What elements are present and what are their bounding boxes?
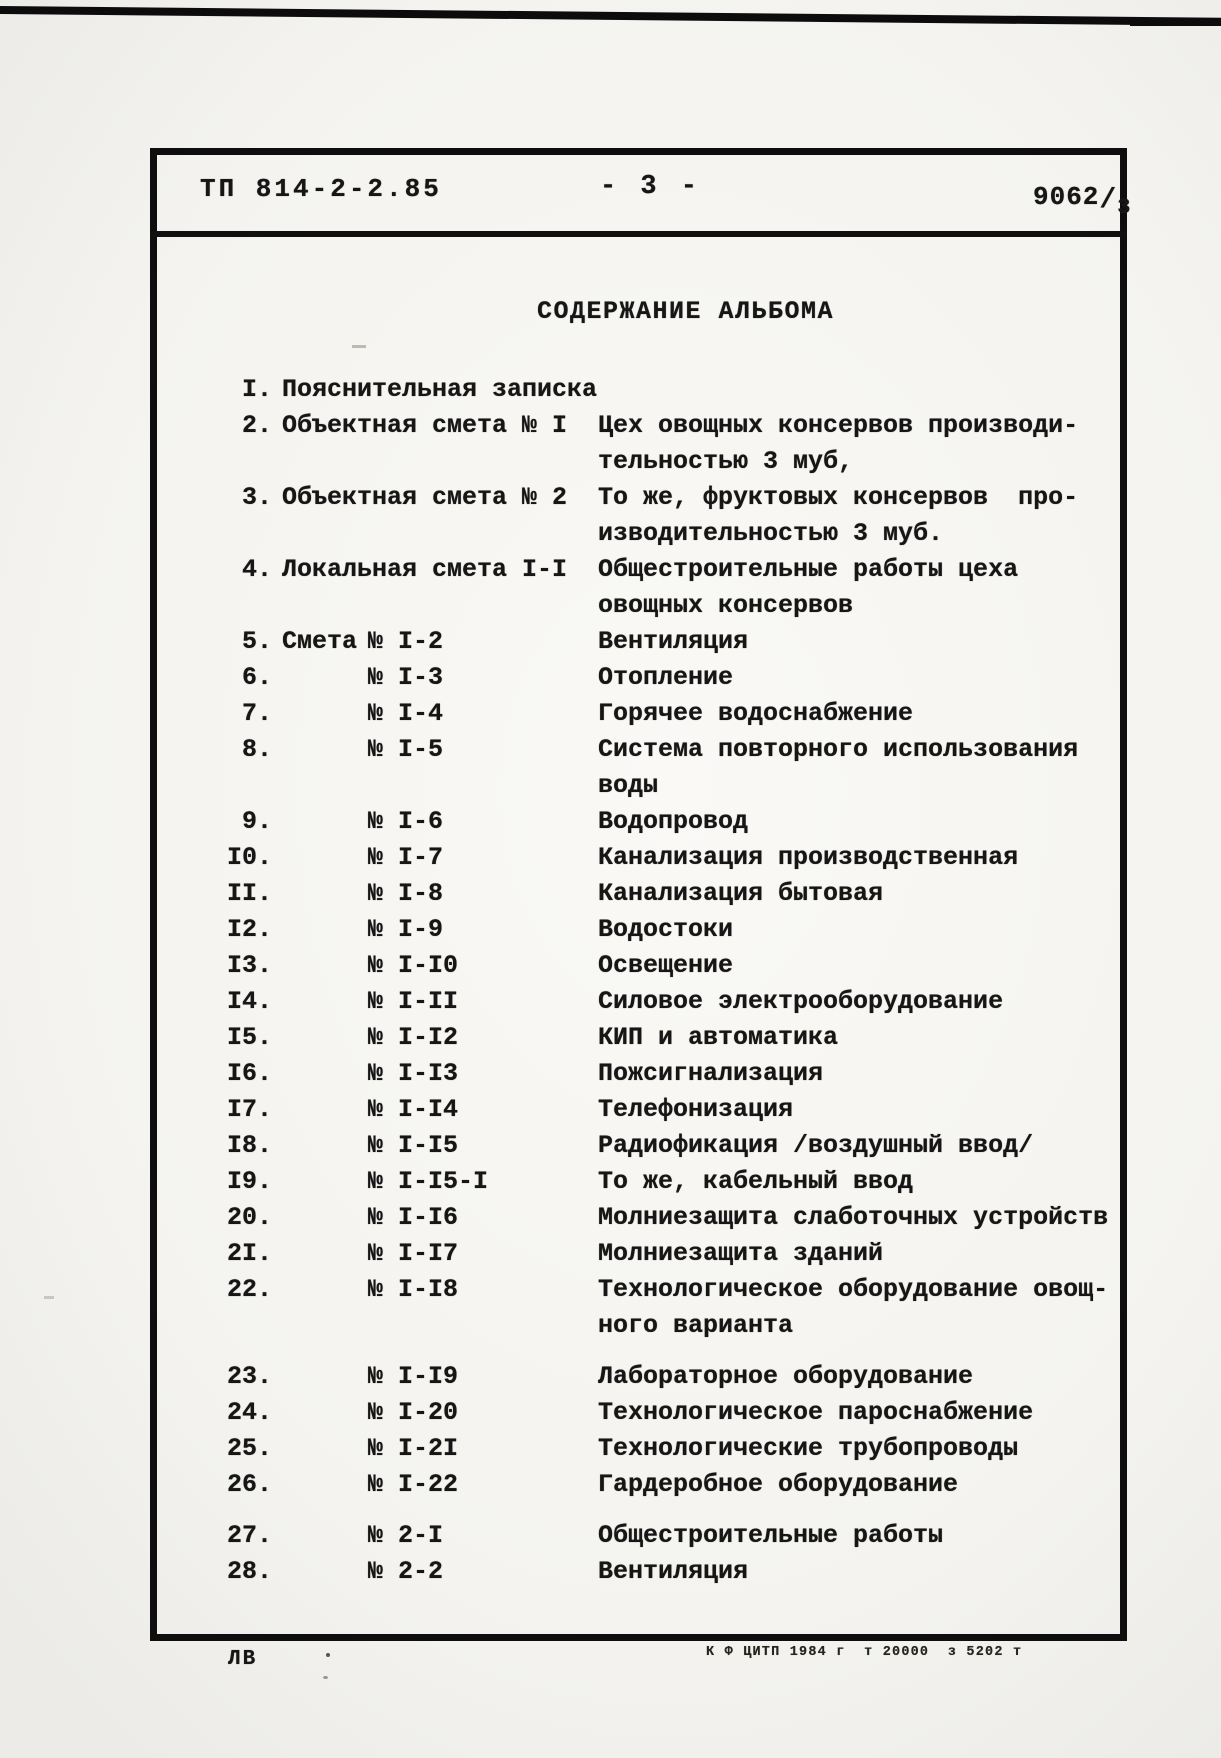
doc-code: ТП 814-2-2.85	[200, 174, 442, 204]
toc-item-description: Молниезащита зданий	[598, 1239, 884, 1268]
toc-item	[0, 1557, 1221, 1591]
toc-item-name: Смета	[282, 627, 358, 656]
toc-item-continuation	[0, 447, 1221, 481]
toc-item-description: Молниезащита слаботочных устройств	[598, 1203, 1109, 1232]
toc-item-description: Вентиляция	[598, 627, 749, 656]
toc-item-number: 5.	[241, 627, 272, 656]
page-title: СОДЕРЖАНИЕ АЛЬБОМА	[537, 297, 835, 326]
toc-item-number: II.	[226, 879, 272, 908]
toc-item	[0, 1095, 1221, 1129]
toc-item	[0, 1434, 1221, 1468]
toc-item-number: 27.	[226, 1521, 272, 1550]
album-number: $9062/_3$	[1033, 182, 1132, 220]
toc-item-description: Пожсигнализация	[598, 1059, 824, 1088]
toc-item	[0, 1239, 1221, 1273]
toc-item	[0, 483, 1221, 517]
toc-item-number: 6.	[241, 663, 272, 692]
toc-item-description: Технологическое пароснабжение	[598, 1398, 1034, 1427]
toc-item-number: I7.	[226, 1095, 272, 1124]
toc-item-smeta-number: № I-5	[368, 735, 444, 764]
toc-item-smeta-number: № I-2	[368, 627, 444, 656]
toc-item	[0, 663, 1221, 697]
toc-item-description: Радиофикация /воздушный ввод/	[598, 1131, 1034, 1160]
toc-item-description: Водостоки	[598, 915, 734, 944]
toc-item-description: воды	[598, 771, 659, 800]
toc-item-number: 8.	[241, 735, 272, 764]
toc-item-number: 2.	[241, 411, 272, 440]
toc-item-continuation	[0, 1311, 1221, 1345]
toc-item	[0, 1398, 1221, 1432]
toc-item-number: I5.	[226, 1023, 272, 1052]
toc-item-description: Технологические трубопроводы	[598, 1434, 1019, 1463]
toc-item	[0, 375, 1221, 409]
toc-item-smeta-number: № I-4	[368, 699, 444, 728]
toc-item-description: Телефонизация	[598, 1095, 794, 1124]
footer-initials: ЛВ	[228, 1648, 258, 1671]
toc-item	[0, 1131, 1221, 1165]
toc-item-number: 24.	[226, 1398, 272, 1427]
toc-item-smeta-number: № I-I0	[368, 951, 459, 980]
album-number-suffix: 3	[1117, 195, 1132, 220]
toc-item-description: тельностью 3 муб,	[598, 447, 854, 476]
scan-speck	[323, 1676, 328, 1679]
toc-item	[0, 951, 1221, 985]
toc-item-description: То же, кабельный ввод	[598, 1167, 914, 1196]
scan-edge-artifact	[0, 6, 1221, 26]
toc-item-smeta-number: № I-8	[368, 879, 444, 908]
toc-item	[0, 735, 1221, 769]
toc-item-continuation	[0, 519, 1221, 553]
toc-item-smeta-number: № 2-2	[368, 1557, 444, 1586]
toc-item-description: Отопление	[598, 663, 734, 692]
toc-item-continuation	[0, 591, 1221, 625]
toc-item-description: овощных консервов	[598, 591, 854, 620]
toc-item-name: Пояснительная записка	[282, 375, 598, 404]
toc-item	[0, 1470, 1221, 1504]
toc-item-smeta-number: № I-6	[368, 807, 444, 836]
toc-item	[0, 699, 1221, 733]
toc-item-description: Система повторного использования	[598, 735, 1079, 764]
toc-item-smeta-number: № I-I3	[368, 1059, 459, 1088]
toc-item-description: КИП и автоматика	[598, 1023, 839, 1052]
toc-item-name: Объектная смета № I	[282, 411, 568, 440]
scan-speck	[326, 1653, 330, 1657]
toc-item	[0, 1521, 1221, 1555]
toc-item-description: Вентиляция	[598, 1557, 749, 1586]
toc-item	[0, 411, 1221, 445]
toc-item-description: Освещение	[598, 951, 734, 980]
toc-item-number: I2.	[226, 915, 272, 944]
toc-item-number: 2I.	[226, 1239, 272, 1268]
scan-edge-artifact	[1130, 20, 1221, 26]
toc-item-description: ного варианта	[598, 1311, 794, 1340]
header-divider-line	[150, 231, 1127, 237]
toc-item-number: 22.	[226, 1275, 272, 1304]
album-number-slash: /	[1099, 185, 1118, 216]
toc-item-description: Технологическое оборудование овощ-	[598, 1275, 1109, 1304]
toc-item-number: 26.	[226, 1470, 272, 1499]
toc-item	[0, 1275, 1221, 1309]
toc-item-smeta-number: № I-7	[368, 843, 444, 872]
toc-item-smeta-number: № I-20	[368, 1398, 459, 1427]
toc-item-number: 7.	[241, 699, 272, 728]
toc-item-name: Локальная смета I-I	[282, 555, 568, 584]
toc-item-smeta-number: № I-I9	[368, 1362, 459, 1391]
toc-item-description: Лабораторное оборудование	[598, 1362, 974, 1391]
toc-item-description: Цех овощных консервов производи-	[598, 411, 1079, 440]
toc-item-description: Гардеробное оборудование	[598, 1470, 959, 1499]
toc-item	[0, 879, 1221, 913]
toc-item-number: I8.	[226, 1131, 272, 1160]
toc-item-smeta-number: № I-22	[368, 1470, 459, 1499]
toc-item	[0, 555, 1221, 589]
toc-item	[0, 915, 1221, 949]
toc-item-number: 9.	[241, 807, 272, 836]
toc-item	[0, 1023, 1221, 1057]
toc-item-smeta-number: № I-I8	[368, 1275, 459, 1304]
toc-item-number: 20.	[226, 1203, 272, 1232]
toc-item-smeta-number: № I-I6	[368, 1203, 459, 1232]
toc-item-number: I9.	[226, 1167, 272, 1196]
toc-item-number: I0.	[226, 843, 272, 872]
toc-item-description: Общестроительные работы цеха	[598, 555, 1019, 584]
toc-item	[0, 807, 1221, 841]
toc-item-number: I.	[241, 375, 272, 404]
toc-item-description: Канализация бытовая	[598, 879, 884, 908]
page-number: - 3 -	[600, 172, 702, 202]
toc-item	[0, 627, 1221, 661]
toc-item-smeta-number: № I-I4	[368, 1095, 459, 1124]
toc-item-description: Горячее водоснабжение	[598, 699, 914, 728]
toc-item	[0, 1167, 1221, 1201]
toc-item-smeta-number: № I-II	[368, 987, 459, 1016]
toc-item-smeta-number: № I-I2	[368, 1023, 459, 1052]
toc-item-name: Объектная смета № 2	[282, 483, 568, 512]
toc-item-number: 25.	[226, 1434, 272, 1463]
toc-item-description: Силовое электрооборудование	[598, 987, 1004, 1016]
toc-item-description: Канализация производственная	[598, 843, 1019, 872]
toc-item	[0, 1059, 1221, 1093]
toc-item-description: То же, фруктовых консервов про-	[598, 483, 1079, 512]
toc-item-smeta-number: № I-3	[368, 663, 444, 692]
toc-item-number: 28.	[226, 1557, 272, 1586]
toc-item-smeta-number: № I-2I	[368, 1434, 459, 1463]
print-info: К Ф ЦИТП 1984 г т 20000 з 5202 т	[706, 1645, 1023, 1660]
toc-item-continuation	[0, 771, 1221, 805]
toc-item-smeta-number: № I-I5-I	[368, 1167, 489, 1196]
toc-item-number: 23.	[226, 1362, 272, 1391]
toc-item-description: Общестроительные работы	[598, 1521, 944, 1550]
toc-item-number: I3.	[226, 951, 272, 980]
toc-item-number: 4.	[241, 555, 272, 584]
toc-item-smeta-number: № 2-I	[368, 1521, 444, 1550]
toc-item	[0, 1362, 1221, 1396]
toc-item-description: изводительностью 3 муб.	[598, 519, 944, 548]
toc-item-number: I4.	[226, 987, 272, 1016]
toc-item-number: 3.	[241, 483, 272, 512]
toc-item	[0, 843, 1221, 877]
toc-item-smeta-number: № I-I5	[368, 1131, 459, 1160]
toc-item-smeta-number: № I-I7	[368, 1239, 459, 1268]
toc-item-description: Водопровод	[598, 807, 749, 836]
toc-item	[0, 987, 1221, 1021]
toc-item-smeta-number: № I-9	[368, 915, 444, 944]
toc-item-number: I6.	[226, 1059, 272, 1088]
toc-item	[0, 1203, 1221, 1237]
